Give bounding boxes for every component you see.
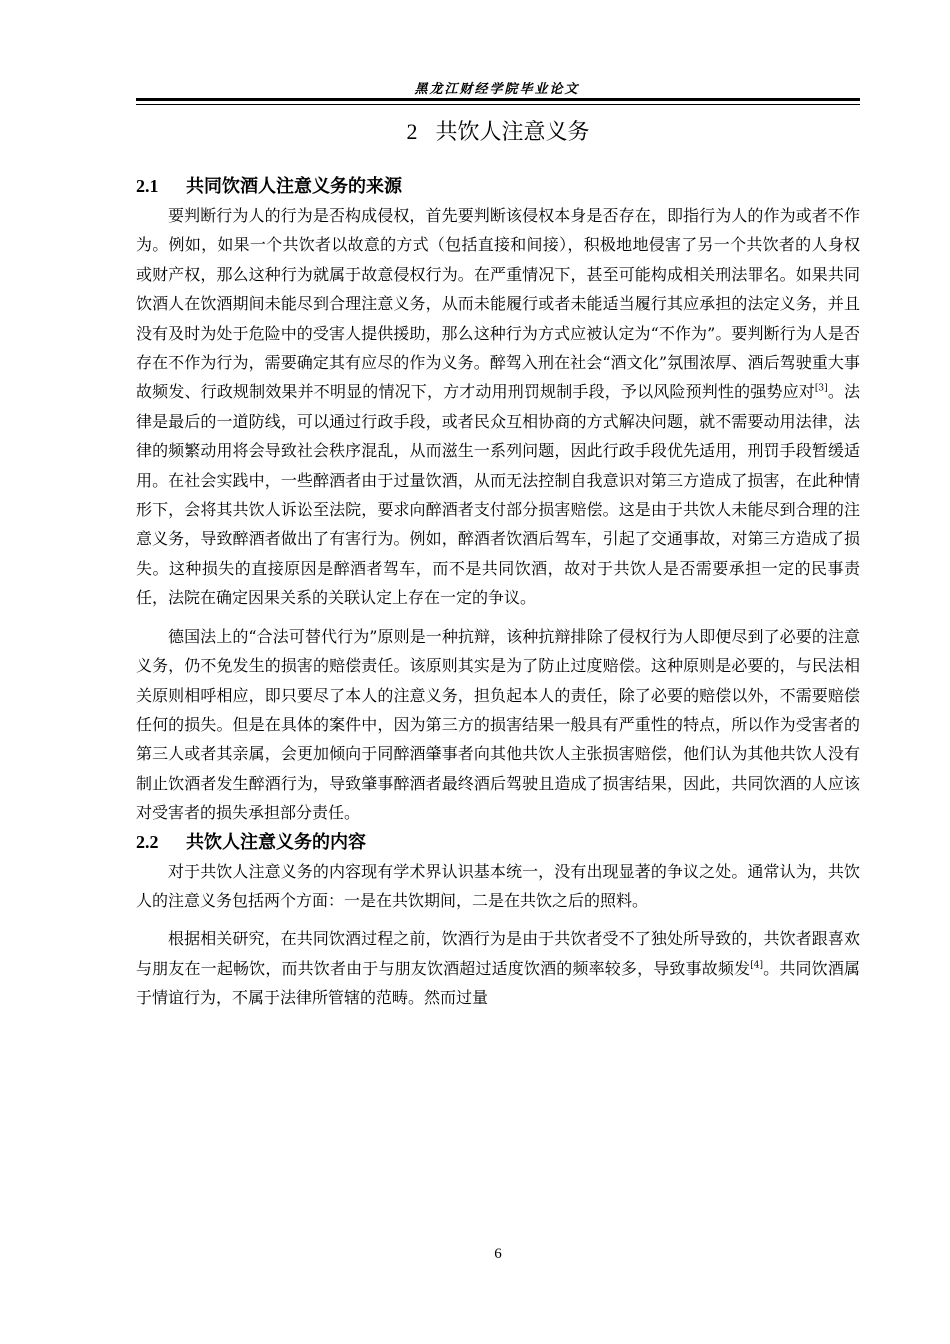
paragraph-text: 要判断行为人的行为是否构成侵权，首先要判断该侵权本身是否存在，即指行为人的作为或者不作为。例如，如果一个共饮者以故意的方式（包括直接和间接），积极地地侵害了另一个共饮者的人身权或财产权，那么这种行为就属于故意侵权行为。在严重情况下，甚至可能构成相关刑法罪名。如果共同饮酒人在饮酒期间未能尽到合理注意义务，从而未能履行或者未能适当履行其应承担的法定义务，并且没有及时为处于危险中的受害人提供援助，那么这种行为方式应被认定为“不作为”。要判断行为人是否存在不作为行为，需要确定其有应尽的作为义务。醉驾入刑在社会“酒文化”氛围浓厚、酒后驾驶重大事故频发、行政规制效果并不明显的情况下，方才动用刑罚规制手段，予以风险预判性的强势应对 <box>136 206 860 402</box>
page-number: 6 <box>494 1246 502 1262</box>
chapter-title-text: 共饮人注意义务 <box>435 120 590 145</box>
section-title: 共饮人注意义务的内容 <box>186 831 366 853</box>
section-number: 2.1 <box>136 176 159 196</box>
paragraph-text: 。法律是最后的一道防线，可以通过行政手段，或者民众互相协商的方式解决问题，就不需要动用法律，法律的频繁动用将会导致社会秩序混乱，从而滋生一系列问题，因此行政手段优先适用，刑罚手段暂缓适用。在社会实践中，一些醉酒者由于过量饮酒，从而无法控制自我意识对第三方造成了损害，在此种情形下，会将其共饮人诉讼至法院，要求向醉酒者支付部分损害赔偿。这是由于共饮人未能尽到合理的注意义务，导致醉酒者做出了有害行为。例如，醉酒者饮酒后驾车，引起了交通事故，对第三方造成了损失。这种损失的直接原因是醉酒者驾车，而不是共同饮酒，故对于共饮人是否需要承担一定的民事责任，法院在确定因果关系的关联认定上存在一定的争议。 <box>136 382 860 608</box>
citation-ref: [3] <box>814 384 828 395</box>
paragraph <box>136 201 860 613</box>
paragraph: 对于共饮人注意义务的内容现有学术界认识基本统一，没有出现显著的争议之处。通常认为，共饮人的注意义务包括两个方面：一是在共饮期间，二是在共饮之后的照料。 <box>136 861 860 910</box>
section-title: 共同饮酒人注意义务的来源 <box>186 176 402 197</box>
chapter-title <box>136 115 860 146</box>
paragraph: 德国法上的“合法可替代行为”原则是一种抗辩，该种抗辩排除了侵权行为人即便尽到了必要的注意义务，仍不免发生的损害的赔偿责任。该原则其实是为了防止过度赔偿。这种原则是必要的，与民法相关原则相呼相应，即只要尽了本人的注意义务，担负起本人的责任，除了必要的赔偿以外，不需要赔偿任何的损失。但是在具体的案件中，因为第三方的损害结果一般具有严重性的特点，所以作为受害者的第三人或者其亲属，会更加倾向于同醉酒肇事者向其他共饮人主张损害赔偿，他们认为其他共饮人没有制止饮酒者发生醉酒行为，导致肇事醉酒者最终酒后驾驶且造成了损害结果，因此，共同饮酒的人应该对受害者的损失承担部分责任。 <box>136 626 860 823</box>
body-content <box>136 172 860 1013</box>
chapter-number: 2 <box>406 119 418 144</box>
running-header: 黑龙江财经学院毕业论文 <box>414 82 580 97</box>
section-heading-2-2 <box>136 828 860 857</box>
paragraph <box>136 924 860 1012</box>
header-rule-thick <box>136 98 860 101</box>
header-rule-thin <box>136 104 860 105</box>
section-heading-2-1 <box>136 172 860 201</box>
paragraph-text: 。共同饮酒属于情谊行为，不属于法律所管辖的范畴。然而过量 <box>136 958 860 1008</box>
citation-ref: [4] <box>750 960 763 971</box>
section-number: 2.2 <box>136 831 159 852</box>
paragraph-text: 根据相关研究，在共同饮酒过程之前，饮酒行为是由于共饮者受不了独处所导致的，共饮者跟喜欢与朋友在一起畅饮，而共饮者由于与朋友饮酒超过适度饮酒的频率较多，导致事故频发 <box>136 929 860 978</box>
